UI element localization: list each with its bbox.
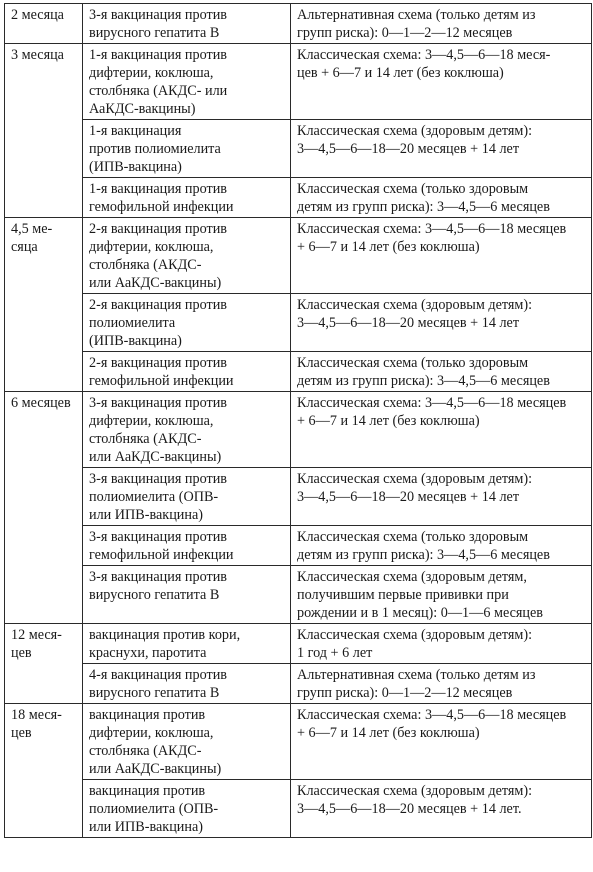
age-cell [5, 218, 83, 392]
vaccine-text: 2-я вакцинация против гемофильной инфекции [89, 355, 234, 389]
vaccine-text: 3-я вакцинация против вирусного гепатита В [89, 569, 228, 603]
scheme-cell [291, 4, 592, 44]
vaccine-cell [83, 780, 291, 838]
vaccine-text: 2-я вакцинация против полиомиелита (ИПВ-вакцина) [89, 297, 228, 349]
scheme-text: Альтернативная схема (только детям из групп риска): 0—1—2—12 месяцев [297, 7, 536, 41]
vaccine-cell [83, 352, 291, 392]
scheme-text: Классическая схема (здоровым детям): 3—4,5—6—18—20 месяцев + 14 лет [297, 471, 533, 505]
vaccine-cell [83, 664, 291, 704]
table-row [5, 468, 592, 526]
vaccine-text: 3-я вакцинация против гемофильной инфекции [89, 529, 234, 563]
age-label: 4,5 ме- сяца [11, 221, 53, 255]
vaccine-text: 2-я вакцинация против дифтерии, коклюша, столбняка (АКДС- или АаКДС-вакцины) [89, 221, 228, 291]
scheme-cell [291, 526, 592, 566]
vaccine-cell [83, 178, 291, 218]
scheme-cell [291, 44, 592, 120]
vaccine-text: 1-я вакцинация против дифтерии, коклюша, столбняка (АКДС- или АаКДС-вакцины) [89, 47, 228, 117]
scheme-cell [291, 624, 592, 664]
age-label: 18 меся- цев [11, 707, 62, 741]
vaccine-text: 4-я вакцинация против вирусного гепатита В [89, 667, 228, 701]
scheme-text: Классическая схема (только здоровым детям из групп риска): 3—4,5—6 месяцев [297, 181, 550, 215]
vaccine-text: 3-я вакцинация против дифтерии, коклюша, столбняка (АКДС- или АаКДС-вакцины) [89, 395, 228, 465]
scheme-text: Классическая схема (только здоровым детям из групп риска): 3—4,5—6 месяцев [297, 529, 550, 563]
vaccine-text: вакцинация против полиомиелита (ОПВ- или ИПВ-вакцина) [89, 783, 219, 835]
table-row [5, 178, 592, 218]
table-row [5, 44, 592, 120]
age-cell [5, 704, 83, 838]
vaccine-text: 1-я вакцинация против полиомиелита (ИПВ-вакцина) [89, 123, 221, 175]
scheme-cell [291, 120, 592, 178]
vaccine-cell [83, 120, 291, 178]
table-row [5, 624, 592, 664]
scheme-text: Классическая схема: 3—4,5—6—18 меся- цев + 6—7 и 14 лет (без коклюша) [297, 47, 551, 81]
scheme-cell [291, 566, 592, 624]
scheme-cell [291, 468, 592, 526]
age-cell [5, 624, 83, 704]
vaccine-cell [83, 4, 291, 44]
scheme-text: Классическая схема (здоровым детям): 3—4,5—6—18—20 месяцев + 14 лет [297, 297, 533, 331]
scheme-text: Классическая схема: 3—4,5—6—18 месяцев + 6—7 и 14 лет (без коклюша) [297, 395, 567, 429]
vaccine-text: вакцинация против кори, краснухи, паротита [89, 627, 241, 661]
vaccination-schedule-table [4, 3, 592, 838]
age-label: 2 месяца [11, 7, 64, 23]
scheme-cell [291, 352, 592, 392]
table-row [5, 704, 592, 780]
age-label: 12 меся- цев [11, 627, 62, 661]
vaccine-cell [83, 294, 291, 352]
table-row [5, 780, 592, 838]
scheme-cell [291, 780, 592, 838]
vaccine-text: 3-я вакцинация против вирусного гепатита В [89, 7, 228, 41]
age-label: 6 месяцев [11, 395, 71, 411]
table-row [5, 526, 592, 566]
schedule-body [5, 4, 592, 838]
table-row [5, 218, 592, 294]
vaccine-cell [83, 526, 291, 566]
table-row [5, 664, 592, 704]
table-row [5, 566, 592, 624]
scheme-text: Классическая схема: 3—4,5—6—18 месяцев + 6—7 и 14 лет (без коклюша) [297, 707, 567, 741]
scheme-cell [291, 704, 592, 780]
vaccine-text: 1-я вакцинация против гемофильной инфекции [89, 181, 234, 215]
table-row [5, 392, 592, 468]
scheme-cell [291, 218, 592, 294]
vaccine-cell [83, 704, 291, 780]
table-row [5, 4, 592, 44]
scheme-cell [291, 664, 592, 704]
scheme-cell [291, 392, 592, 468]
scheme-text: Классическая схема (здоровым детям): 3—4,5—6—18—20 месяцев + 14 лет [297, 123, 533, 157]
table-row [5, 352, 592, 392]
vaccine-text: вакцинация против дифтерии, коклюша, столбняка (АКДС- или АаКДС-вакцины) [89, 707, 222, 777]
scheme-text: Альтернативная схема (только детям из групп риска): 0—1—2—12 месяцев [297, 667, 536, 701]
vaccine-cell [83, 566, 291, 624]
scheme-cell [291, 178, 592, 218]
table-row [5, 294, 592, 352]
scheme-text: Классическая схема (здоровым детям): 3—4,5—6—18—20 месяцев + 14 лет. [297, 783, 533, 817]
scheme-cell [291, 294, 592, 352]
scheme-text: Классическая схема (только здоровым детям из групп риска): 3—4,5—6 месяцев [297, 355, 550, 389]
age-label: 3 месяца [11, 47, 64, 63]
vaccine-cell [83, 218, 291, 294]
age-cell [5, 392, 83, 624]
scheme-text: Классическая схема: 3—4,5—6—18 месяцев + 6—7 и 14 лет (без коклюша) [297, 221, 567, 255]
age-cell [5, 4, 83, 44]
age-cell [5, 44, 83, 218]
vaccine-cell [83, 468, 291, 526]
scheme-text: Классическая схема (здоровым детям, получившим первые прививки при рождении и в 1 месяц): 0—1—6 месяцев [297, 569, 544, 621]
scheme-text: Классическая схема (здоровым детям): 1 год + 6 лет [297, 627, 533, 661]
vaccine-cell [83, 624, 291, 664]
vaccine-text: 3-я вакцинация против полиомиелита (ОПВ- или ИПВ-вакцина) [89, 471, 228, 523]
vaccine-cell [83, 44, 291, 120]
vaccine-cell [83, 392, 291, 468]
table-row [5, 120, 592, 178]
